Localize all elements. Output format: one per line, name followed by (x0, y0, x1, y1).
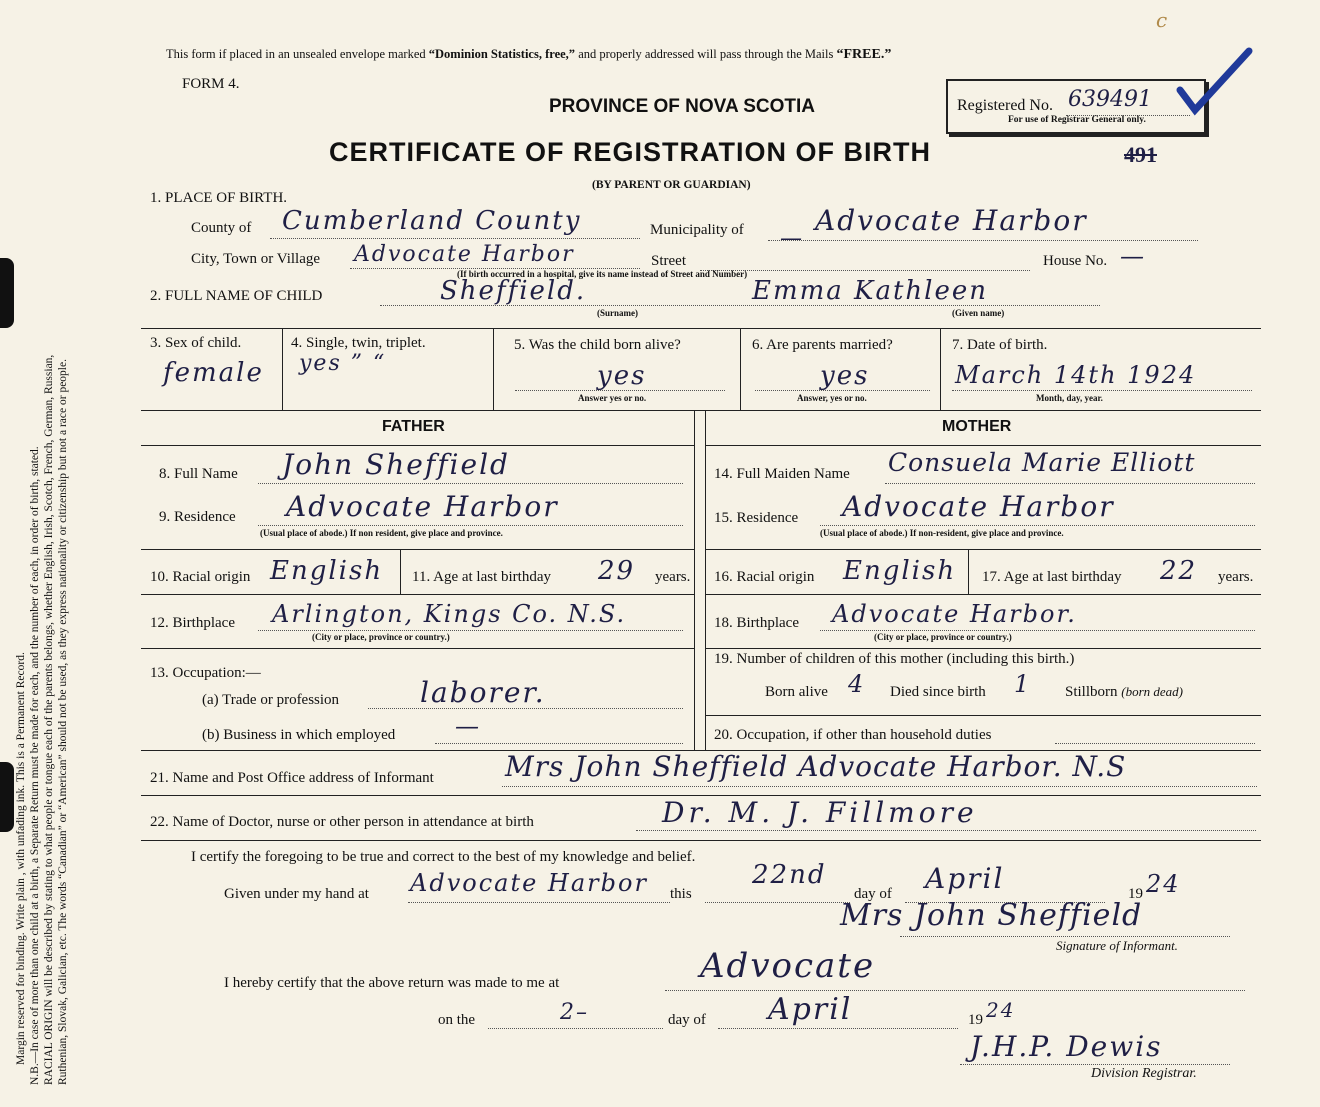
mother-name-label: 14. Full Maiden Name (714, 466, 850, 482)
municipality-value: Advocate Harbor (815, 204, 1088, 237)
mother-residence-value: Advocate Harbor (842, 490, 1115, 523)
postal-note-quoted: “Dominion Statistics, free,” (428, 47, 576, 61)
street-dash: — (780, 226, 804, 251)
registrar-signature: J.H.P. Dewis (970, 1030, 1163, 1063)
mother-residence-caption: (Usual place of abode.) If non-resident, give place and province. (820, 528, 1064, 538)
street-label: Street (651, 253, 686, 269)
mother-children-label: 19. Number of children of this mother (including this birth.) (714, 651, 1075, 667)
rule-mother-birthplace (706, 648, 1261, 649)
father-age-label: 11. Age at last birthday (412, 569, 551, 585)
registered-box (946, 79, 1206, 134)
house-label: House No. (1043, 253, 1108, 269)
county-line (270, 238, 640, 239)
rule-v4 (940, 328, 941, 410)
registrar-month-line (718, 1028, 958, 1029)
child-name-label: 2. FULL NAME OF CHILD (150, 288, 323, 304)
rule-mother-racial-bottom (706, 594, 1261, 595)
margin-line-2: N.B.—In case of more than one child at a birth, a Separate Return must be made for each, and the number of each, in order of birth, stated. (29, 446, 41, 1085)
dob-line (952, 390, 1252, 391)
father-residence-label: 9. Residence (159, 509, 236, 525)
registrar-signature-line (960, 1064, 1230, 1065)
father-age-unit: years. (655, 569, 691, 585)
given-month-value: April (925, 862, 1005, 895)
province-heading: PROVINCE OF NOVA SCOTIA (549, 96, 816, 117)
rule-heading-left (141, 445, 694, 446)
binding-punch-bottom (0, 762, 14, 832)
father-racial-value: English (270, 556, 384, 586)
given-year-value: 24 (1146, 870, 1181, 898)
mother-heading: MOTHER (942, 418, 1012, 435)
mother-name-line (885, 483, 1255, 484)
margin-instructions (14, 25, 70, 1085)
plurality-label: 4. Single, twin, triplet. (291, 335, 426, 351)
registered-value: 639491 (1068, 87, 1152, 112)
rule-center-a (694, 410, 695, 750)
hospital-note: (If birth occurred in a hospital, give its name instead of Street and Number) (457, 269, 748, 279)
postal-note-a: This form if placed in an unsealed envelope marked (166, 47, 429, 61)
doctor-value: Dr. M. J. Fillmore (662, 796, 978, 829)
father-birthplace-value: Arlington, Kings Co. N.S. (272, 600, 627, 628)
plurality-value: yes ” “ (299, 351, 387, 376)
county-value: Cumberland County (282, 206, 582, 236)
certificate-title: CERTIFICATE OF REGISTRATION OF BIRTH (329, 137, 931, 167)
father-heading: FATHER (382, 418, 445, 435)
signature-line (900, 936, 1230, 937)
sex-value: female (163, 358, 264, 388)
mother-racial-label: 16. Racial origin (714, 569, 815, 585)
struck-number-text: 491 (1124, 142, 1157, 167)
dob-caption: Month, day, year. (1036, 393, 1103, 403)
house-value: — (1120, 242, 1146, 270)
born-alive-label: Born alive (765, 684, 828, 700)
married-value: yes (820, 361, 870, 391)
father-occupation-label: 13. Occupation:— (150, 665, 261, 681)
margin-annotation: c (1156, 8, 1170, 32)
postal-note-b: and properly addressed will pass through the Mails (575, 47, 837, 61)
county-label: County of (191, 220, 252, 236)
dob-value: March 14th 1924 (955, 361, 1197, 389)
registrar-year-prefix: 19 (968, 1012, 983, 1028)
married-line (755, 390, 930, 391)
given-label: Given under my hand at (224, 886, 369, 902)
died-value: 1 (1014, 670, 1032, 698)
informant-line (502, 786, 1257, 787)
sex-label: 3. Sex of child. (150, 335, 242, 351)
rule-center-b (705, 410, 706, 750)
registrar-day-line (488, 1028, 663, 1029)
rule-v3 (740, 328, 741, 410)
rule-doctor-bottom (141, 840, 1261, 841)
informant-label: 21. Name and Post Office address of Informant (150, 770, 434, 786)
given-caption: (Given name) (952, 308, 1005, 318)
father-racial-label: 10. Racial origin (150, 569, 251, 585)
mother-birthplace-label: 18. Birthplace (714, 615, 799, 631)
mother-residence-line (820, 525, 1255, 526)
registrar-day-value: 2– (560, 1000, 589, 1025)
rule-mother-children (706, 715, 1261, 716)
registered-note: For use of Registrar General only. (1008, 115, 1146, 125)
registrar-statement: I hereby certify that the above return was made to me at (224, 975, 560, 991)
mother-residence-label: 15. Residence (714, 510, 799, 526)
rule-father-birthplace (141, 648, 694, 649)
city-label: City, Town or Village (191, 251, 321, 267)
father-name-label: 8. Full Name (159, 466, 238, 482)
father-name-line (258, 483, 683, 484)
given-day-of-label: day of (854, 886, 892, 902)
rule-heading-right (706, 445, 1261, 446)
father-business-value: — (455, 712, 481, 740)
rule-row3-top (141, 328, 1261, 329)
mother-age-label: 17. Age at last birthday (982, 569, 1122, 585)
checkmark-icon (1175, 45, 1255, 120)
certificate-subtitle: (BY PARENT OR GUARDIAN) (592, 179, 751, 191)
mother-occupation-line (1055, 743, 1255, 744)
mother-birthplace-line (820, 630, 1255, 631)
mother-birthplace-value: Advocate Harbor. (832, 600, 1077, 628)
father-business-label: (b) Business in which employed (202, 727, 396, 743)
stillborn-text: Stillborn (1065, 684, 1118, 700)
father-trade-label: (a) Trade or profession (202, 692, 340, 708)
rule-mother-racial (968, 549, 969, 594)
died-label: Died since birth (890, 684, 986, 700)
stillborn-label (1065, 684, 1183, 701)
stillborn-note: (born dead) (1121, 684, 1184, 699)
father-business-line (435, 743, 683, 744)
mother-name-value: Consuela Marie Elliott (888, 448, 1196, 477)
margin-line-3: RACIAL ORIGIN will be described by stating to what people or tongue each of the parents belongs, whether English, Irish, Scotch, French, German, Russian, (43, 354, 55, 1085)
registrar-caption: Division Registrar. (1091, 1066, 1197, 1081)
married-label: 6. Are parents married? (752, 337, 893, 353)
child-surname-value: Sheffield. (440, 276, 587, 306)
alive-caption: Answer yes or no. (578, 393, 647, 403)
registrar-place-line (665, 990, 1245, 991)
father-trade-value: laborer. (420, 676, 546, 709)
father-age-value: 29 (598, 556, 636, 586)
informant-value: Mrs John Sheffield Advocate Harbor. N.S (505, 750, 1127, 783)
father-name-value: John Sheffield (282, 448, 510, 481)
mother-birthplace-caption: (City or place, province or country.) (874, 632, 1012, 642)
registered-label: Registered No. (957, 97, 1053, 114)
mother-age-value: 22 (1160, 556, 1198, 586)
registrar-place-value: Advocate (700, 946, 876, 986)
postal-note-free: “FREE.” (836, 47, 892, 62)
dob-label: 7. Date of birth. (952, 337, 1048, 353)
given-day-line (705, 902, 850, 903)
signature-caption: Signature of Informant. (1056, 938, 1178, 953)
given-day-value: 22nd (752, 860, 827, 890)
father-birthplace-label: 12. Birthplace (150, 615, 235, 631)
registrar-month-value: April (768, 992, 853, 1027)
alive-value: yes (597, 361, 647, 391)
rule-father-racial-bottom (141, 594, 694, 595)
rule-v2 (493, 328, 494, 410)
struck-number (1124, 142, 1157, 168)
father-residence-caption: (Usual place of abode.) If non resident, give place and province. (260, 528, 503, 538)
alive-line (515, 390, 725, 391)
doctor-label: 22. Name of Doctor, nurse or other person in attendance at birth (150, 814, 534, 830)
given-year-prefix: 19 (1128, 886, 1143, 902)
form-number: FORM 4. (182, 76, 240, 92)
rule-father-res (141, 549, 694, 550)
margin-line-4: Ruthenian, Slovak, Galician, etc. The words “Canadian” or “American” should not be used, as they express nationality or citizenship but not a race or people. (57, 359, 69, 1085)
binding-punch-top (0, 258, 14, 328)
street-line (700, 270, 1030, 271)
child-given-value: Emma Kathleen (752, 276, 989, 306)
doctor-line (636, 830, 1256, 831)
married-caption: Answer, yes or no. (797, 393, 867, 403)
alive-label: 5. Was the child born alive? (514, 337, 681, 353)
margin-line-1: Margin reserved for binding. Write plain , with unfading ink. This is a Permanent Record. (15, 652, 27, 1065)
postal-note (166, 47, 891, 63)
rule-mother-res (706, 549, 1261, 550)
city-value: Advocate Harbor (354, 242, 575, 267)
surname-caption: (Surname) (597, 308, 638, 318)
this-label: this (670, 886, 692, 902)
mother-racial-value: English (843, 556, 957, 586)
father-residence-line (258, 525, 683, 526)
registrar-day-of-label: day of (668, 1012, 706, 1028)
father-residence-value: Advocate Harbor (286, 490, 559, 523)
rule-row3-bottom (141, 410, 1261, 411)
on-the-label: on the (438, 1012, 476, 1028)
given-place-line (408, 902, 670, 903)
municipality-label: Municipality of (650, 222, 744, 238)
mother-age-unit: years. (1218, 569, 1254, 585)
registrar-year-value: 24 (986, 998, 1016, 1022)
given-place-value: Advocate Harbor (410, 869, 648, 897)
place-of-birth-label: 1. PLACE OF BIRTH. (150, 190, 288, 206)
born-alive-value: 4 (848, 670, 866, 698)
father-birthplace-line (258, 630, 683, 631)
certify-statement: I certify the foregoing to be true and correct to the best of my knowledge and belief. (191, 849, 696, 865)
rule-v1 (282, 328, 283, 410)
father-birthplace-caption: (City or place, province or country.) (312, 632, 450, 642)
mother-occupation-label: 20. Occupation, if other than household duties (714, 727, 992, 743)
rule-father-racial (400, 549, 401, 594)
informant-signature: Mrs John Sheffield (840, 898, 1143, 933)
municipality-line (768, 240, 1198, 241)
